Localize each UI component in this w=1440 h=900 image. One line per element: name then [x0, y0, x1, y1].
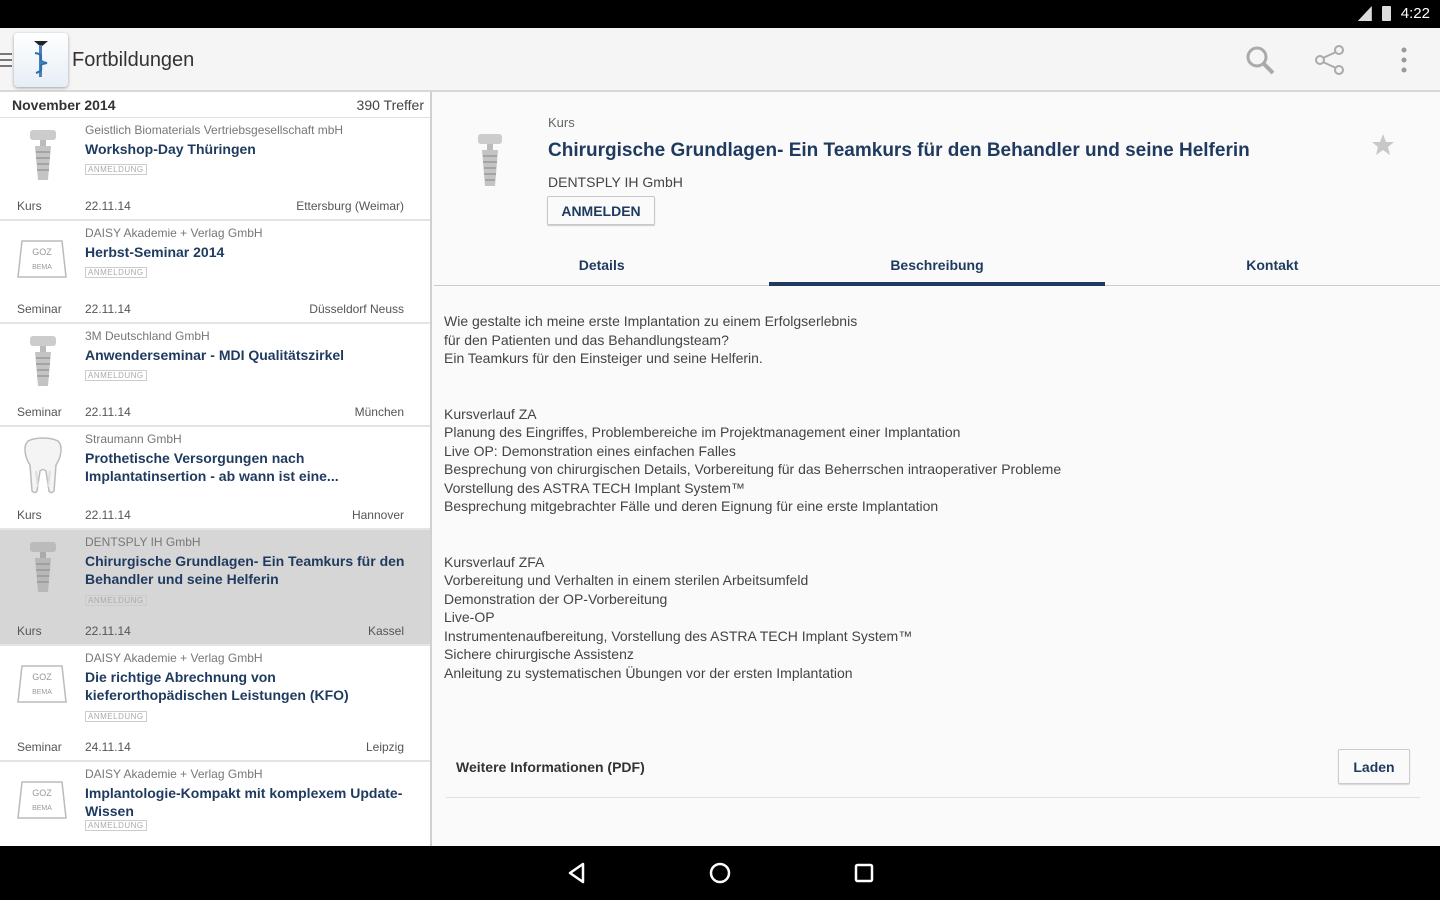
overflow-menu-icon[interactable]: [1386, 42, 1422, 78]
item-date: 22.11.14: [85, 624, 131, 638]
item-title: Herbst-Seminar 2014: [85, 244, 225, 260]
back-icon[interactable]: [562, 858, 592, 888]
registration-badge: ANMELDUNG: [85, 370, 147, 381]
goz-bema-icon: [16, 229, 70, 289]
item-city: München: [354, 405, 404, 419]
description-line: Instrumentenaufbereitung, Vorstellung des ASTRA TECH Implant System™: [444, 627, 913, 644]
description-line: Live-OP: [444, 609, 495, 625]
description-line: Vorstellung des ASTRA TECH Implant System™: [444, 479, 745, 496]
item-title: Die richtige Abrechnung von kieferorthopädischen Leistungen (KFO): [85, 669, 349, 703]
svg-text:GOZ: GOZ: [32, 247, 52, 257]
svg-text:BEMA: BEMA: [32, 805, 52, 812]
register-button[interactable]: ANMELDEN: [547, 196, 655, 225]
implant-icon: [472, 132, 508, 188]
implant-icon: [16, 126, 70, 186]
app-bar: [0, 28, 1440, 92]
detail-company: DENTSPLY IH GmbH: [548, 174, 683, 190]
item-type: Seminar: [17, 740, 62, 754]
implant-icon: [16, 538, 70, 598]
item-city: Hannover: [351, 508, 404, 522]
app-logo[interactable]: [14, 33, 68, 87]
item-type: Seminar: [17, 302, 62, 316]
description-line: für den Patienten und das Behandlungsteam?: [444, 331, 729, 348]
description-paragraph: [444, 312, 1424, 368]
item-city: Leipzig: [365, 740, 404, 754]
description-line: Planung des Eingriffes, Problembereiche im Projektmanagement einer Implantation: [444, 424, 961, 440]
item-organizer: 3M Deutschland GmbH: [85, 329, 210, 343]
item-title: Workshop-Day Thüringen: [85, 141, 256, 157]
item-organizer: DAISY Akademie + Verlag GmbH: [85, 767, 263, 781]
item-city: Kassel: [367, 624, 404, 638]
description-line: Vorbereitung und Verhalten in einem sterilen Arbeitsumfeld: [444, 572, 809, 588]
load-pdf-button[interactable]: Laden: [1338, 749, 1410, 784]
app-title: Fortbildungen: [72, 49, 195, 71]
item-title: Prothetische Versorgungen nach Implantatinsertion - ab wann ist eine...: [85, 450, 339, 484]
list-item[interactable]: [0, 427, 430, 530]
detail-tabs: [434, 249, 1440, 286]
registration-badge: ANMELDUNG: [85, 595, 147, 606]
description-line: Sichere chirurgische Assistenz: [444, 646, 634, 662]
goz-bema-icon: [16, 770, 70, 830]
item-organizer: Straumann GmbH: [85, 432, 182, 446]
list-item[interactable]: [0, 324, 430, 427]
item-organizer: DAISY Akademie + Verlag GmbH: [85, 651, 263, 665]
item-type: Kurs: [17, 624, 42, 638]
tab-details[interactable]: Details: [578, 257, 625, 273]
search-icon[interactable]: [1242, 42, 1278, 78]
list-item[interactable]: [0, 118, 430, 221]
item-type: Kurs: [17, 199, 42, 213]
item-organizer: Geistlich Biomaterials Vertriebsgesellschaft mbH: [85, 123, 344, 137]
list-item-selected[interactable]: [0, 530, 430, 646]
item-title: Chirurgische Grundlagen- Ein Teamkurs für den Behandler und seine Helferin: [85, 553, 405, 587]
description-line: Besprechung mitgebrachter Fälle und deren Eignung für eine erste Implantation: [444, 498, 939, 514]
more-info-label: Weitere Informationen (PDF): [456, 759, 645, 775]
menu-icon[interactable]: [0, 53, 12, 67]
item-type: Seminar: [17, 405, 62, 419]
tab-beschreibung[interactable]: Beschreibung: [769, 249, 1104, 285]
svg-text:BEMA: BEMA: [32, 264, 52, 271]
home-icon[interactable]: [705, 858, 735, 888]
item-type: Kurs: [17, 508, 42, 522]
item-title: Implantologie-Kompakt mit komplexem Update-Wissen: [85, 785, 403, 819]
registration-badge: ANMELDUNG: [85, 267, 147, 278]
list-item[interactable]: [0, 646, 430, 762]
course-detail: [434, 92, 1440, 846]
description-line: Besprechung von chirurgischen Details, Vorbereitung für das Beherrschen intraoperativer Probleme: [444, 461, 1062, 477]
status-bar: [0, 0, 1440, 28]
signal-icon: [1358, 6, 1372, 21]
battery-icon: [1382, 6, 1391, 21]
favorite-star-icon[interactable]: [1370, 132, 1396, 158]
status-time: 4:22: [1400, 5, 1430, 22]
item-date: 22.11.14: [85, 405, 131, 419]
description-line: Wie gestalte ich meine erste Implantation zu einem Erfolgserlebnis: [444, 313, 858, 329]
navigation-bar: [0, 846, 1440, 900]
list-month: November 2014: [12, 97, 116, 113]
tooth-icon: [16, 435, 70, 495]
detail-type: Kurs: [548, 115, 575, 130]
list-item[interactable]: [0, 762, 430, 846]
course-list: [0, 92, 432, 846]
description-paragraph: [444, 405, 1424, 516]
implant-icon: [16, 332, 70, 392]
share-icon[interactable]: [1312, 42, 1348, 78]
tab-kontakt[interactable]: Kontakt: [1246, 257, 1299, 273]
item-date: 22.11.14: [85, 199, 131, 213]
description-line: Demonstration der OP-Vorbereitung: [444, 590, 668, 607]
item-date: 22.11.14: [85, 302, 131, 316]
item-organizer: DAISY Akademie + Verlag GmbH: [85, 226, 263, 240]
detail-title: Chirurgische Grundlagen- Ein Teamkurs für den Behandler und seine Helferin: [548, 140, 1250, 161]
svg-text:GOZ: GOZ: [32, 672, 52, 682]
description-line: Anleitung zu systematischen Übungen vor der ersten Implantation: [444, 664, 853, 681]
list-header: [0, 92, 430, 118]
svg-text:BEMA: BEMA: [32, 689, 52, 696]
item-city: Düsseldorf Neuss: [309, 302, 404, 316]
list-item[interactable]: [0, 221, 430, 324]
detail-header: [434, 92, 1440, 285]
description-line: Kursverlauf ZA: [444, 405, 537, 422]
description-line: Ein Teamkurs für den Einsteiger und seine Helferin.: [444, 350, 763, 366]
description-line: Live OP: Demonstration eines einfachen Falles: [444, 442, 736, 459]
registration-badge: ANMELDUNG: [85, 164, 147, 175]
item-date: 22.11.14: [85, 508, 131, 522]
goz-bema-icon: [16, 654, 70, 714]
description-line: Kursverlauf ZFA: [444, 553, 545, 570]
recents-icon[interactable]: [849, 858, 879, 888]
result-count: 390 Treffer: [356, 97, 424, 113]
description-paragraph: [444, 553, 1424, 683]
item-city: Ettersburg (Weimar): [296, 199, 404, 213]
registration-badge: ANMELDUNG: [85, 711, 147, 722]
item-title: Anwenderseminar - MDI Qualitätszirkel: [85, 347, 345, 363]
item-organizer: DENTSPLY IH GmbH: [85, 535, 201, 549]
item-date: 24.11.14: [85, 740, 131, 754]
svg-text:GOZ: GOZ: [32, 788, 52, 798]
description-text: [444, 312, 1424, 719]
more-info-row: [446, 748, 1420, 798]
registration-badge: ANMELDUNG: [85, 820, 147, 831]
